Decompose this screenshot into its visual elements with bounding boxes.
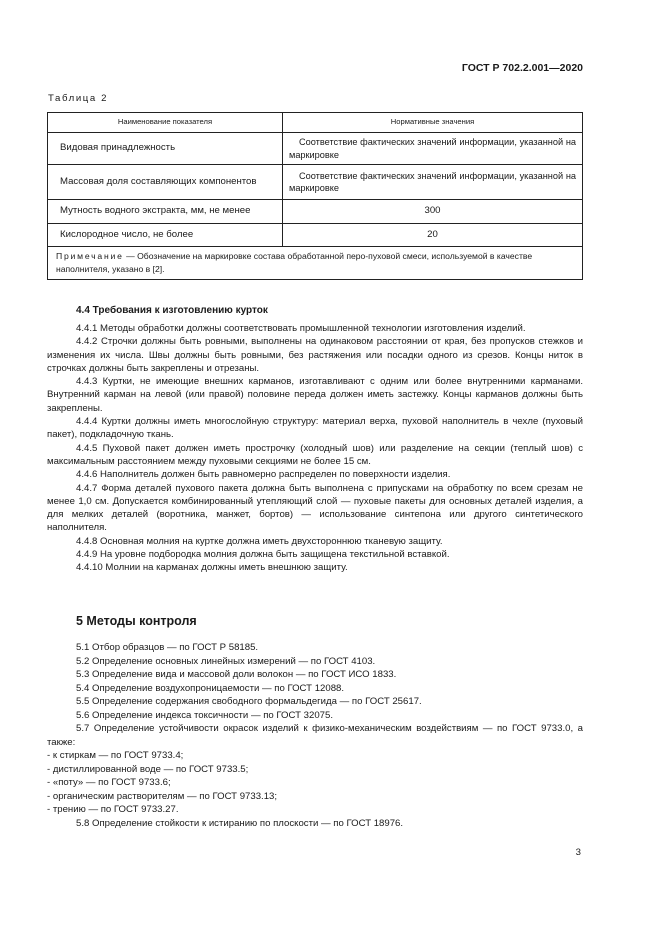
row-value: Соответствие фактических значений информации, указанной на маркировке: [283, 133, 583, 165]
row-value: 300: [283, 200, 583, 224]
table-header-row: [48, 113, 583, 133]
section-title-5: 5 Методы контроля: [76, 614, 197, 628]
list-item: - «поту» — по ГОСТ 9733.6;: [47, 777, 171, 788]
note-text: — Обозначение на маркировке состава обработанной перо-пуховой смеси, используемой в качестве наполнителя, указано в [2].: [56, 251, 533, 274]
note-label: Примечание: [56, 251, 124, 261]
document-code: ГОСТ Р 702.2.001—2020: [461, 62, 583, 74]
table-row: [48, 200, 583, 224]
table-caption: Таблица 2: [48, 93, 109, 104]
row-name: Массовая доля составляющих компонентов: [48, 165, 283, 200]
column-header-indicator: Наименование показателя: [48, 113, 283, 133]
list-item: 5.1 Отбор образцов — по ГОСТ Р 58185.: [76, 642, 259, 653]
row-value: Соответствие фактических значений информации, указанной на маркировке: [283, 165, 583, 200]
list-item: - органическим растворителям — по ГОСТ 9733.13;: [47, 790, 278, 802]
row-value: 20: [283, 224, 583, 247]
paragraph-4-4-3: 4.4.3 Куртки, не имеющие внешних карманов, изготавливают с одним или более внутренними карманами. Внутренний карман на левой (или правой) половине переда должен иметь застежку. Концы карманов должны быть закреплены.: [47, 376, 583, 414]
row-name: Видовая принадлежность: [48, 133, 283, 165]
list-item: - к стиркам — по ГОСТ 9733.4;: [47, 750, 184, 761]
paragraph-4-4-4: 4.4.4 Куртки должны иметь многослойную структуру: материал верха, пуховой наполнитель в чехле (пуховый пакет), подкладочную ткань.: [47, 416, 583, 441]
list-item: 5.8 Определение стойкости к истиранию по плоскости — по ГОСТ 18976.: [76, 817, 404, 829]
row-name: Кислородное число, не более: [48, 224, 283, 247]
table-note: [48, 247, 583, 280]
page-number: 3: [575, 847, 581, 858]
list-item: 5.3 Определение вида и массовой доли волокон — по ГОСТ ИСО 1833.: [76, 669, 397, 680]
paragraph-4-4-9: 4.4.9 На уровне подбородка молния должна быть защищена текстильной вставкой.: [76, 549, 450, 561]
list-item: 5.4 Определение воздухопроницаемости — по ГОСТ 12088.: [76, 682, 345, 694]
list-item: 5.5 Определение содержания свободного формальдегида — по ГОСТ 25617.: [76, 696, 422, 707]
table-row: [48, 165, 583, 200]
paragraph-4-4-7: 4.4.7 Форма деталей пухового пакета должна быть выполнена с припусками на обработку по всем срезам не менее 1,0 см. Допускается комбинированный утепляющий слой — пуховые пакеты для основных деталей изделия, а для мелких деталей (воротника, манжет, бортов) — использование синтепона или другого синтетического наполнителя.: [47, 482, 583, 534]
table-note-row: [48, 247, 583, 280]
list-item: 5.6 Определение индекса токсичности — по ГОСТ 32075.: [76, 709, 334, 721]
list-item: - трению — по ГОСТ 9733.27.: [47, 804, 179, 815]
paragraph-4-4-5: 4.4.5 Пуховой пакет должен иметь прострочку (холодный шов) или разделение на секции (теплый шов) с максимальным расстоянием между пуховыми секциями не более 15 см.: [47, 442, 583, 467]
table-row: [48, 224, 583, 247]
list-item: - дистиллированной воде — по ГОСТ 9733.5;: [47, 763, 249, 775]
section-5-body: [47, 641, 583, 830]
paragraph-4-4-1: 4.4.1 Методы обработки должны соответствовать промышленной технологии изготовления изделий.: [76, 323, 526, 334]
list-item: 5.7 Определение устойчивости окрасок изделий к физико-механическим воздействиям — по ГОСТ 9733.0, а также:: [47, 723, 583, 748]
row-name: Мутность водного экстракта, мм, не менее: [48, 200, 283, 224]
column-header-values: Нормативные значения: [283, 113, 583, 133]
paragraph-4-4-6: 4.4.6 Наполнитель должен быть равномерно распределен по поверхности изделия.: [76, 469, 451, 481]
paragraph-4-4-2: 4.4.2 Строчки должны быть ровными, выполнены на одинаковом расстоянии от края, без пропусков стежков и изменения их числа. Швы должны быть ровными, без растяжения или посадки одного из срезов. Концы ниток в строчках должны быть закреплены и отрезаны.: [47, 336, 583, 374]
section-4-4-body: [47, 322, 583, 575]
table-row: [48, 133, 583, 165]
paragraph-4-4-8: 4.4.8 Основная молния на куртке должна иметь двухстороннюю тканевую защиту.: [76, 535, 443, 547]
list-item: 5.2 Определение основных линейных измерений — по ГОСТ 4103.: [76, 655, 376, 667]
section-title-4-4: 4.4 Требования к изготовлению курток: [76, 305, 268, 316]
table-2: [47, 112, 583, 280]
paragraph-4-4-10: 4.4.10 Молнии на карманах должны иметь внешнюю защиту.: [76, 562, 348, 574]
